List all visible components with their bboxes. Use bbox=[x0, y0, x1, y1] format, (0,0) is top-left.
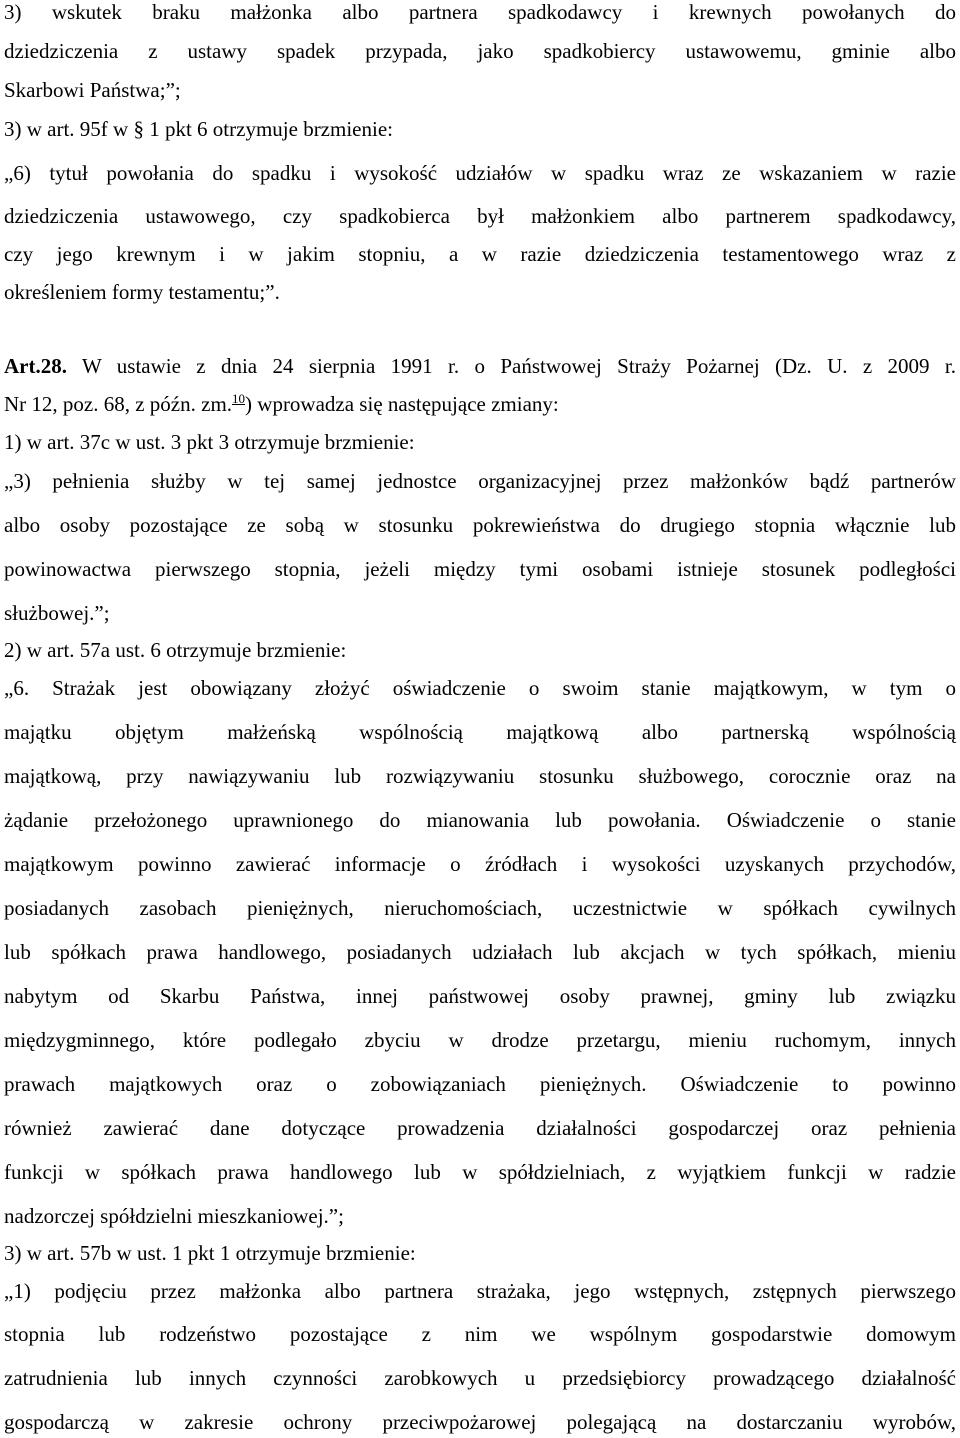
text-line: określeniem formy testamentu;”. bbox=[4, 280, 280, 304]
text-line: „6. Strażak jest obowiązany złożyć oświadczenie o swoim stanie majątkowym, w tym o bbox=[4, 676, 956, 700]
text-line: czy jego krewnym i w jakim stopniu, a w razie dziedziczenia testamentowego wraz z bbox=[4, 242, 956, 266]
citation-prefix: Nr 12, poz. 68, z późn. zm. bbox=[4, 392, 233, 416]
text-line: majątkowym powinno zawierać informacje o źródłach i wysokości uzyskanych przychodów, bbox=[4, 852, 956, 876]
text-line: „1) podjęciu przez małżonka albo partnera strażaka, jego wstępnych, zstępnych pierwszego bbox=[4, 1279, 956, 1303]
text-line: Skarbowi Państwa;”; bbox=[4, 78, 181, 102]
text-line: „3) pełnienia służby w tej samej jednostce organizacyjnej przez małżonków bądź partnerów bbox=[4, 469, 956, 493]
text-line: 3) wskutek braku małżonka albo partnera spadkodawcy i krewnych powołanych do bbox=[4, 0, 956, 24]
text-line: 3) w art. 57b w ust. 1 pkt 1 otrzymuje brzmienie: bbox=[4, 1241, 416, 1265]
text-line: funkcji w spółkach prawa handlowego lub w spółdzielniach, z wyjątkiem funkcji w radzie bbox=[4, 1160, 956, 1184]
text-line: lub spółkach prawa handlowego, posiadanych udziałach lub akcjach w tych spółkach, mieniu bbox=[4, 940, 956, 964]
footnote-ref[interactable]: 10 bbox=[232, 391, 246, 406]
text-line: dziedziczenia z ustawy spadek przypada, jako spadkobiercy ustawowemu, gminie albo bbox=[4, 39, 956, 63]
text-line: żądanie przełożonego uprawnionego do mianowania lub powołania. Oświadczenie o stanie bbox=[4, 808, 956, 832]
text-line: nadzorczej spółdzielni mieszkaniowej.”; bbox=[4, 1204, 344, 1228]
text-line: służbowej.”; bbox=[4, 601, 110, 625]
citation-rest: ) wprowadza się następujące zmiany: bbox=[245, 392, 559, 416]
text-line bbox=[4, 392, 559, 416]
text-line: prawach majątkowych oraz o zobowiązaniach pieniężnych. Oświadczenie to powinno bbox=[4, 1072, 956, 1096]
article-text: W ustawie z dnia 24 sierpnia 1991 r. o Państwowej Straży Pożarnej (Dz. U. z 2009 r. bbox=[81, 354, 956, 378]
text-line: również zawierać dane dotyczące prowadzenia działalności gospodarczej oraz pełnienia bbox=[4, 1116, 956, 1140]
text-line: stopnia lub rodzeństwo pozostające z nim we wspólnym gospodarstwie domowym bbox=[4, 1322, 956, 1346]
text-line: 2) w art. 57a ust. 6 otrzymuje brzmienie: bbox=[4, 638, 347, 662]
text-line: majątkową, przy nawiązywaniu lub rozwiązywaniu stosunku służbowego, corocznie oraz na bbox=[4, 764, 956, 788]
text-line: 3) w art. 95f w § 1 pkt 6 otrzymuje brzmienie: bbox=[4, 117, 393, 141]
text-line: zatrudnienia lub innych czynności zarobkowych u przedsiębiorcy prowadzącego działalność bbox=[4, 1366, 956, 1390]
text-line: nabytym od Skarbu Państwa, innej państwowej osoby prawnej, gminy lub związku bbox=[4, 984, 956, 1008]
text-line: gospodarczą w zakresie ochrony przeciwpożarowej polegającą na dostarczaniu wyrobów, bbox=[4, 1410, 956, 1434]
article-heading-line bbox=[4, 354, 956, 378]
text-line: 1) w art. 37c w ust. 3 pkt 3 otrzymuje brzmienie: bbox=[4, 430, 415, 454]
text-line: majątku objętym małżeńską wspólnością majątkową albo partnerską wspólnością bbox=[4, 720, 956, 744]
text-line: międzygminnego, które podlegało zbyciu w drodze przetargu, mieniu ruchomym, innych bbox=[4, 1028, 956, 1052]
text-line: „6) tytuł powołania do spadku i wysokość udziałów w spadku wraz ze wskazaniem w razie bbox=[4, 161, 956, 185]
text-line: posiadanych zasobach pieniężnych, nieruchomościach, uczestnictwie w spółkach cywilnych bbox=[4, 896, 956, 920]
text-line: powinowactwa pierwszego stopnia, jeżeli między tymi osobami istnieje stosunek podległości bbox=[4, 557, 956, 581]
text-line: albo osoby pozostające ze sobą w stosunku pokrewieństwa do drugiego stopnia włącznie lub bbox=[4, 513, 956, 537]
text-line: dziedziczenia ustawowego, czy spadkobierca był małżonkiem albo partnerem spadkodawcy, bbox=[4, 204, 956, 228]
article-number: Art.28. bbox=[4, 354, 67, 378]
